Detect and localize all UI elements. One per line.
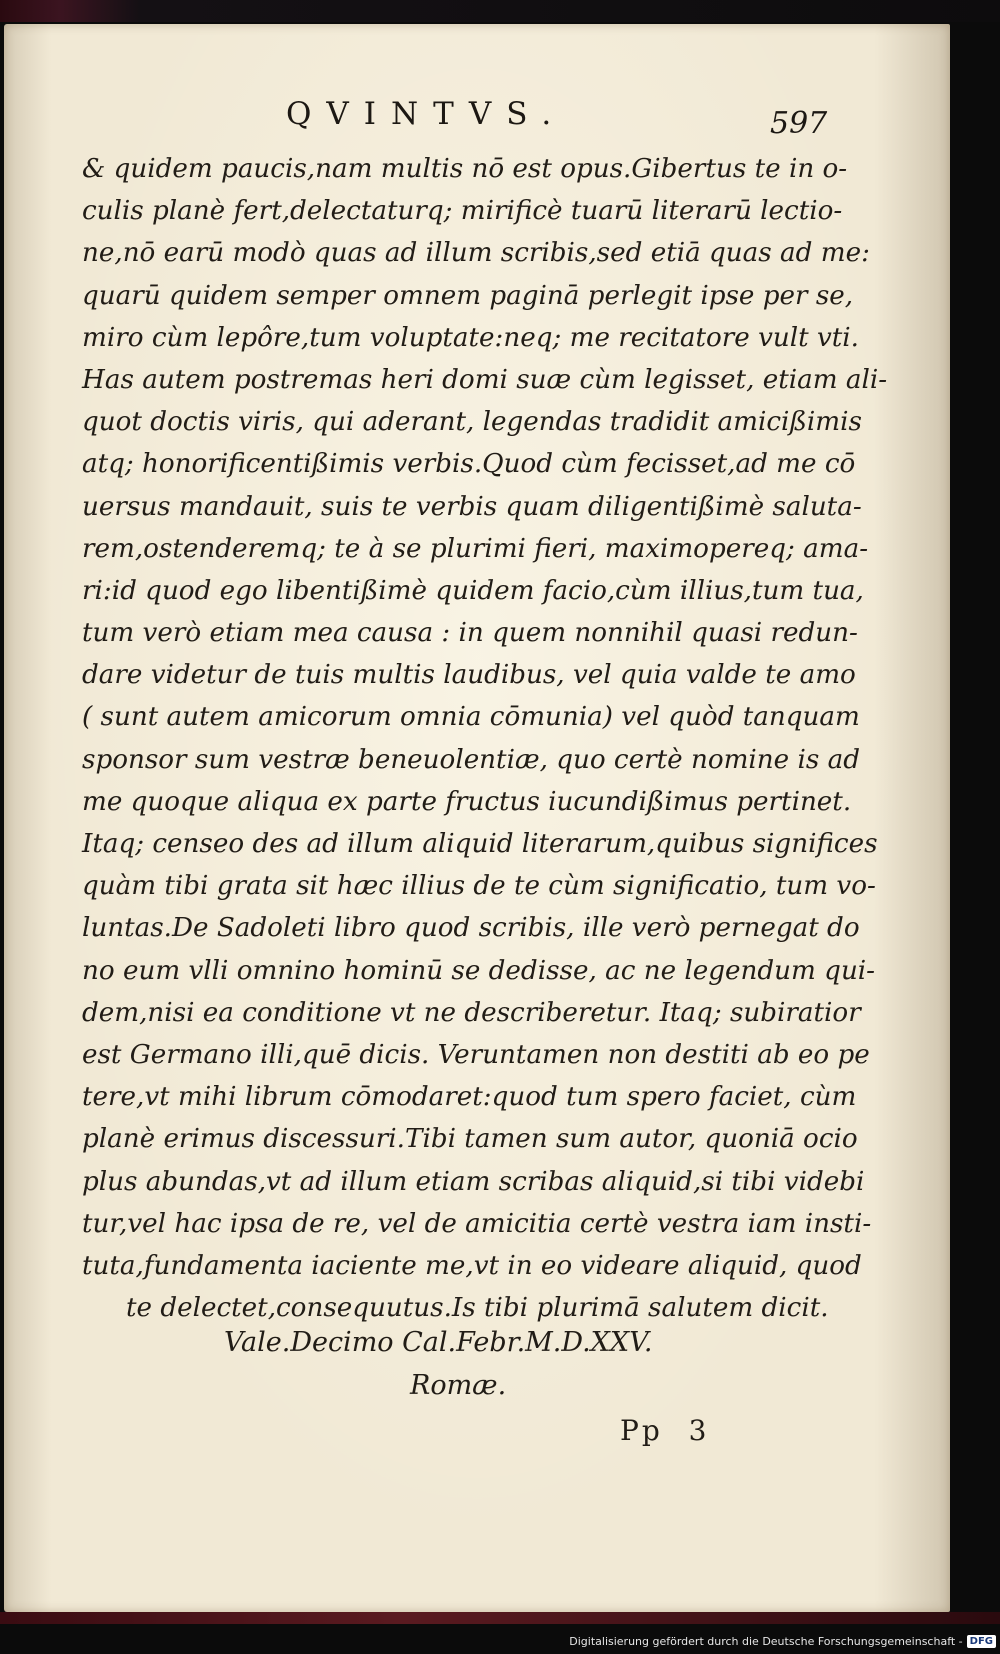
text-line: quàm tibi grata sit hæc illius de te cùm significatio, tum vo- [82, 871, 876, 902]
digitization-footer [569, 1632, 996, 1650]
text-line: atq; honorificentißimis verbis.Quod cùm fecisset,ad me cō [82, 449, 856, 480]
letter-place: Romæ. [410, 1370, 507, 1401]
text-line: luntas.De Sadoleti libro quod scribis, ille verò pernegat do [82, 913, 860, 944]
body-text [82, 148, 888, 1329]
text-line: me quoque aliqua ex parte fructus iucundißimus pertinet. [82, 786, 852, 817]
text-line: tum verò etiam mea causa : in quem nonnihil quasi redun- [82, 618, 858, 649]
text-line: tur,vel hac ipsa de re, vel de amicitia certè vestra iam insti- [82, 1208, 872, 1239]
gathering-signature: Pp 3 [620, 1414, 710, 1447]
text-line: dem,nisi ea conditione vt ne describeretur. Itaq; subiratior [82, 997, 861, 1028]
text-line: quot doctis viris, qui aderant, legendas tradidit amicißimis [82, 407, 862, 438]
text-line: tere,vt mihi librum cōmodaret:quod tum spero faciet, cùm [82, 1082, 857, 1113]
footer-credit: Digitalisierung gefördert durch die Deutsche Forschungsgemeinschaft - [569, 1634, 963, 1648]
text-line: ( sunt autem amicorum omnia cōmunia) vel quòd tanquam [82, 702, 860, 733]
text-line: culis planè fert,delectaturq; mirificè tuarū literarū lectio- [82, 196, 843, 227]
running-head: QVINTVS. [286, 96, 567, 132]
scan-bottom-edge [0, 1612, 1000, 1624]
dfg-logo: DFG [967, 1635, 996, 1648]
text-line: tuta,fundamenta iaciente me,vt in eo videare aliquid, quod [82, 1250, 862, 1281]
text-line: planè erimus discessuri.Tibi tamen sum autor, quoniā ocio [82, 1124, 858, 1155]
text-line: te delectet,consequutus.Is tibi plurimā salutem dicit. [126, 1293, 829, 1324]
text-line: plus abundas,vt ad illum etiam scribas aliquid,si tibi videbi [82, 1166, 865, 1197]
text-line: & quidem paucis,nam multis nō est opus.Gibertus te in o- [82, 154, 848, 184]
text-line: dare videtur de tuis multis laudibus, vel quia valde te amo [82, 660, 856, 691]
scan-top-border [0, 0, 1000, 22]
text-line: quarū quidem semper omnem paginā perlegit ipse per se, [82, 280, 854, 311]
letter-closing: Vale.Decimo Cal.Febr.M.D.XXV. [224, 1327, 653, 1358]
text-line: sponsor sum vestræ beneuolentiæ, quo certè nomine is ad [82, 744, 861, 775]
text-line: no eum vlli omnino hominū se dedisse, ac ne legendum qui- [82, 955, 876, 986]
text-line: Has autem postremas heri domi suæ cùm legisset, etiam ali- [82, 364, 888, 395]
page-number: 597 [770, 106, 828, 141]
text-line: miro cùm lepôre,tum voluptate:neq; me recitatore vult vti. [82, 322, 859, 353]
text-line: Itaq; censeo des ad illum aliquid literarum,quibus significes [82, 829, 878, 859]
text-line: rem,ostenderemq; te à se plurimi fieri, maximopereq; ama- [82, 533, 869, 564]
text-line: ri:id quod ego libentißimè quidem facio,cùm illius,tum tua, [82, 575, 864, 606]
text-line: uersus mandauit, suis te verbis quam diligentißimè saluta- [82, 491, 862, 522]
text-line: ne,nō earū modò quas ad illum scribis,sed etiā quas ad me: [82, 238, 870, 269]
text-line: est Germano illi,quē dicis. Veruntamen non destiti ab eo pe [82, 1039, 870, 1070]
